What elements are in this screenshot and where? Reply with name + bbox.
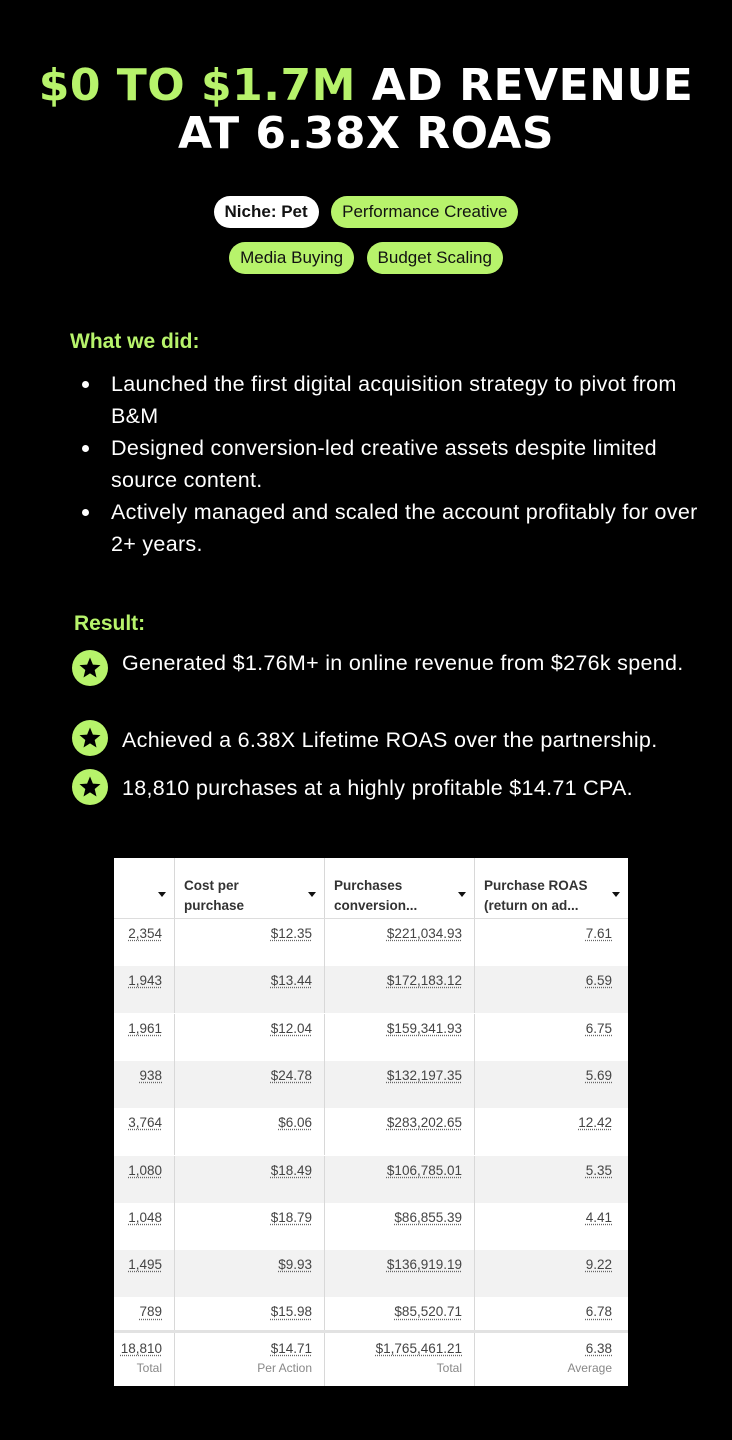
bullet-icon <box>82 445 89 452</box>
table-cell[interactable]: $221,034.93 <box>386 926 462 941</box>
table-row <box>114 966 628 1013</box>
what-we-did-label: What we did: <box>70 330 200 353</box>
table-row <box>114 1108 628 1155</box>
table-cell[interactable]: $15.98 <box>270 1304 312 1320</box>
total-purchases[interactable]: 18,810 <box>120 1341 162 1356</box>
list-item: Launched the first digital acquisition strategy to pivot from B&M <box>80 368 700 432</box>
table-cell[interactable]: 5.69 <box>585 1067 612 1083</box>
table-row <box>114 1156 628 1203</box>
column-header-cost-per-purchase[interactable]: Cost per purchase <box>174 858 324 918</box>
table-cell[interactable]: $13.44 <box>270 973 312 989</box>
result-text: 18,810 purchases at a highly profitable $14.71 CPA. <box>122 776 633 800</box>
table-cell[interactable]: $159,341.93 <box>386 1020 462 1036</box>
table-cell[interactable]: $24.78 <box>270 1067 312 1083</box>
table-cell[interactable]: 6.75 <box>585 1020 612 1036</box>
table-cell[interactable]: $106,785.01 <box>386 1162 462 1178</box>
table-cell[interactable]: 6.78 <box>585 1304 612 1320</box>
total-label: Total <box>436 1361 462 1375</box>
sort-caret-icon[interactable] <box>458 892 466 897</box>
table-cell[interactable]: 1,080 <box>128 1162 162 1178</box>
table-cell[interactable]: $6.06 <box>278 1115 312 1131</box>
result-text: Achieved a 6.38X Lifetime ROAS over the partnership. <box>122 728 658 752</box>
table-cell[interactable]: 938 <box>139 1067 162 1083</box>
table-cell[interactable]: $132,197.35 <box>386 1067 462 1083</box>
list-item: Actively managed and scaled the account profitably for over 2+ years. <box>80 496 700 560</box>
total-label: Average <box>567 1361 612 1375</box>
table-cell[interactable]: $12.04 <box>270 1020 312 1036</box>
table-cell[interactable]: 9.22 <box>585 1257 612 1273</box>
table-cell[interactable]: 5.35 <box>585 1162 612 1178</box>
star-icon <box>72 720 108 756</box>
total-conversion-value[interactable]: $1,765,461.21 <box>375 1341 462 1356</box>
tag-budget-scaling: Budget Scaling <box>367 242 503 274</box>
result-text: Generated $1.76M+ in online revenue from $276k spend. <box>122 651 684 675</box>
table-cell[interactable]: $86,855.39 <box>394 1209 462 1225</box>
table-row <box>114 1014 628 1061</box>
headline-part-1: AD REVENUE <box>371 60 694 111</box>
table-cell[interactable]: 789 <box>139 1304 162 1320</box>
table-row <box>114 1061 628 1108</box>
headline-part-2: AT 6.38X ROAS <box>177 108 555 159</box>
table-total-row <box>114 1330 628 1386</box>
star-icon <box>72 650 108 686</box>
total-label: Total <box>136 1361 162 1375</box>
total-label: Per Action <box>257 1361 312 1375</box>
bullet-icon <box>82 509 89 516</box>
table-cell[interactable]: 3,764 <box>128 1115 162 1131</box>
column-header-purchases[interactable] <box>114 858 174 918</box>
table-cell[interactable]: $9.93 <box>278 1257 312 1273</box>
tag-media-buying: Media Buying <box>229 242 354 274</box>
table-cell[interactable]: $283,202.65 <box>386 1115 462 1131</box>
table-cell[interactable]: $18.49 <box>270 1162 312 1178</box>
table-cell[interactable]: $18.79 <box>270 1209 312 1225</box>
table-cell[interactable]: $172,183.12 <box>386 973 462 989</box>
result-item <box>72 720 712 760</box>
result-label: Result: <box>74 612 146 635</box>
table-cell[interactable]: 1,495 <box>128 1257 162 1273</box>
table-cell[interactable]: 7.61 <box>585 926 612 941</box>
tag-row-1 <box>0 196 732 228</box>
list-item: Designed conversion-led creative assets despite limited source content. <box>80 432 700 496</box>
tag-niche: Niche: Pet <box>214 196 319 228</box>
table-cell[interactable]: $136,919.19 <box>386 1257 462 1273</box>
total-cost-per-purchase[interactable]: $14.71 <box>270 1341 312 1356</box>
sort-caret-icon[interactable] <box>158 892 166 897</box>
table-row <box>114 1250 628 1297</box>
table-cell[interactable]: 1,961 <box>128 1020 162 1036</box>
table-row <box>114 919 628 966</box>
table-cell[interactable]: 12.42 <box>578 1115 612 1131</box>
table-header <box>114 858 628 919</box>
table-cell[interactable]: $85,520.71 <box>394 1304 462 1320</box>
table-row <box>114 1203 628 1250</box>
sort-caret-icon[interactable] <box>308 892 316 897</box>
tag-row-2 <box>0 242 732 274</box>
table-cell[interactable]: 1,048 <box>128 1209 162 1225</box>
tag-performance-creative: Performance Creative <box>331 196 518 228</box>
star-icon <box>72 769 108 805</box>
bullet-icon <box>82 381 89 388</box>
result-item <box>72 650 712 686</box>
sort-caret-icon[interactable] <box>612 892 620 897</box>
column-header-conversion-value[interactable]: Purchases conversion... <box>324 858 474 918</box>
total-roas[interactable]: 6.38 <box>585 1341 612 1356</box>
column-header-purchase-roas[interactable]: Purchase ROAS (return on ad... <box>474 858 628 918</box>
table-cell[interactable]: 2,354 <box>128 926 162 941</box>
headline <box>0 62 732 158</box>
what-we-did-list <box>80 368 700 560</box>
table-cell[interactable]: $12.35 <box>270 926 312 941</box>
ads-results-table <box>114 858 628 1386</box>
result-item <box>72 769 712 807</box>
table-cell[interactable]: 4.41 <box>585 1209 612 1225</box>
table-cell[interactable]: 1,943 <box>128 973 162 989</box>
headline-highlight: $0 TO $1.7M <box>38 60 356 111</box>
table-cell[interactable]: 6.59 <box>585 973 612 989</box>
